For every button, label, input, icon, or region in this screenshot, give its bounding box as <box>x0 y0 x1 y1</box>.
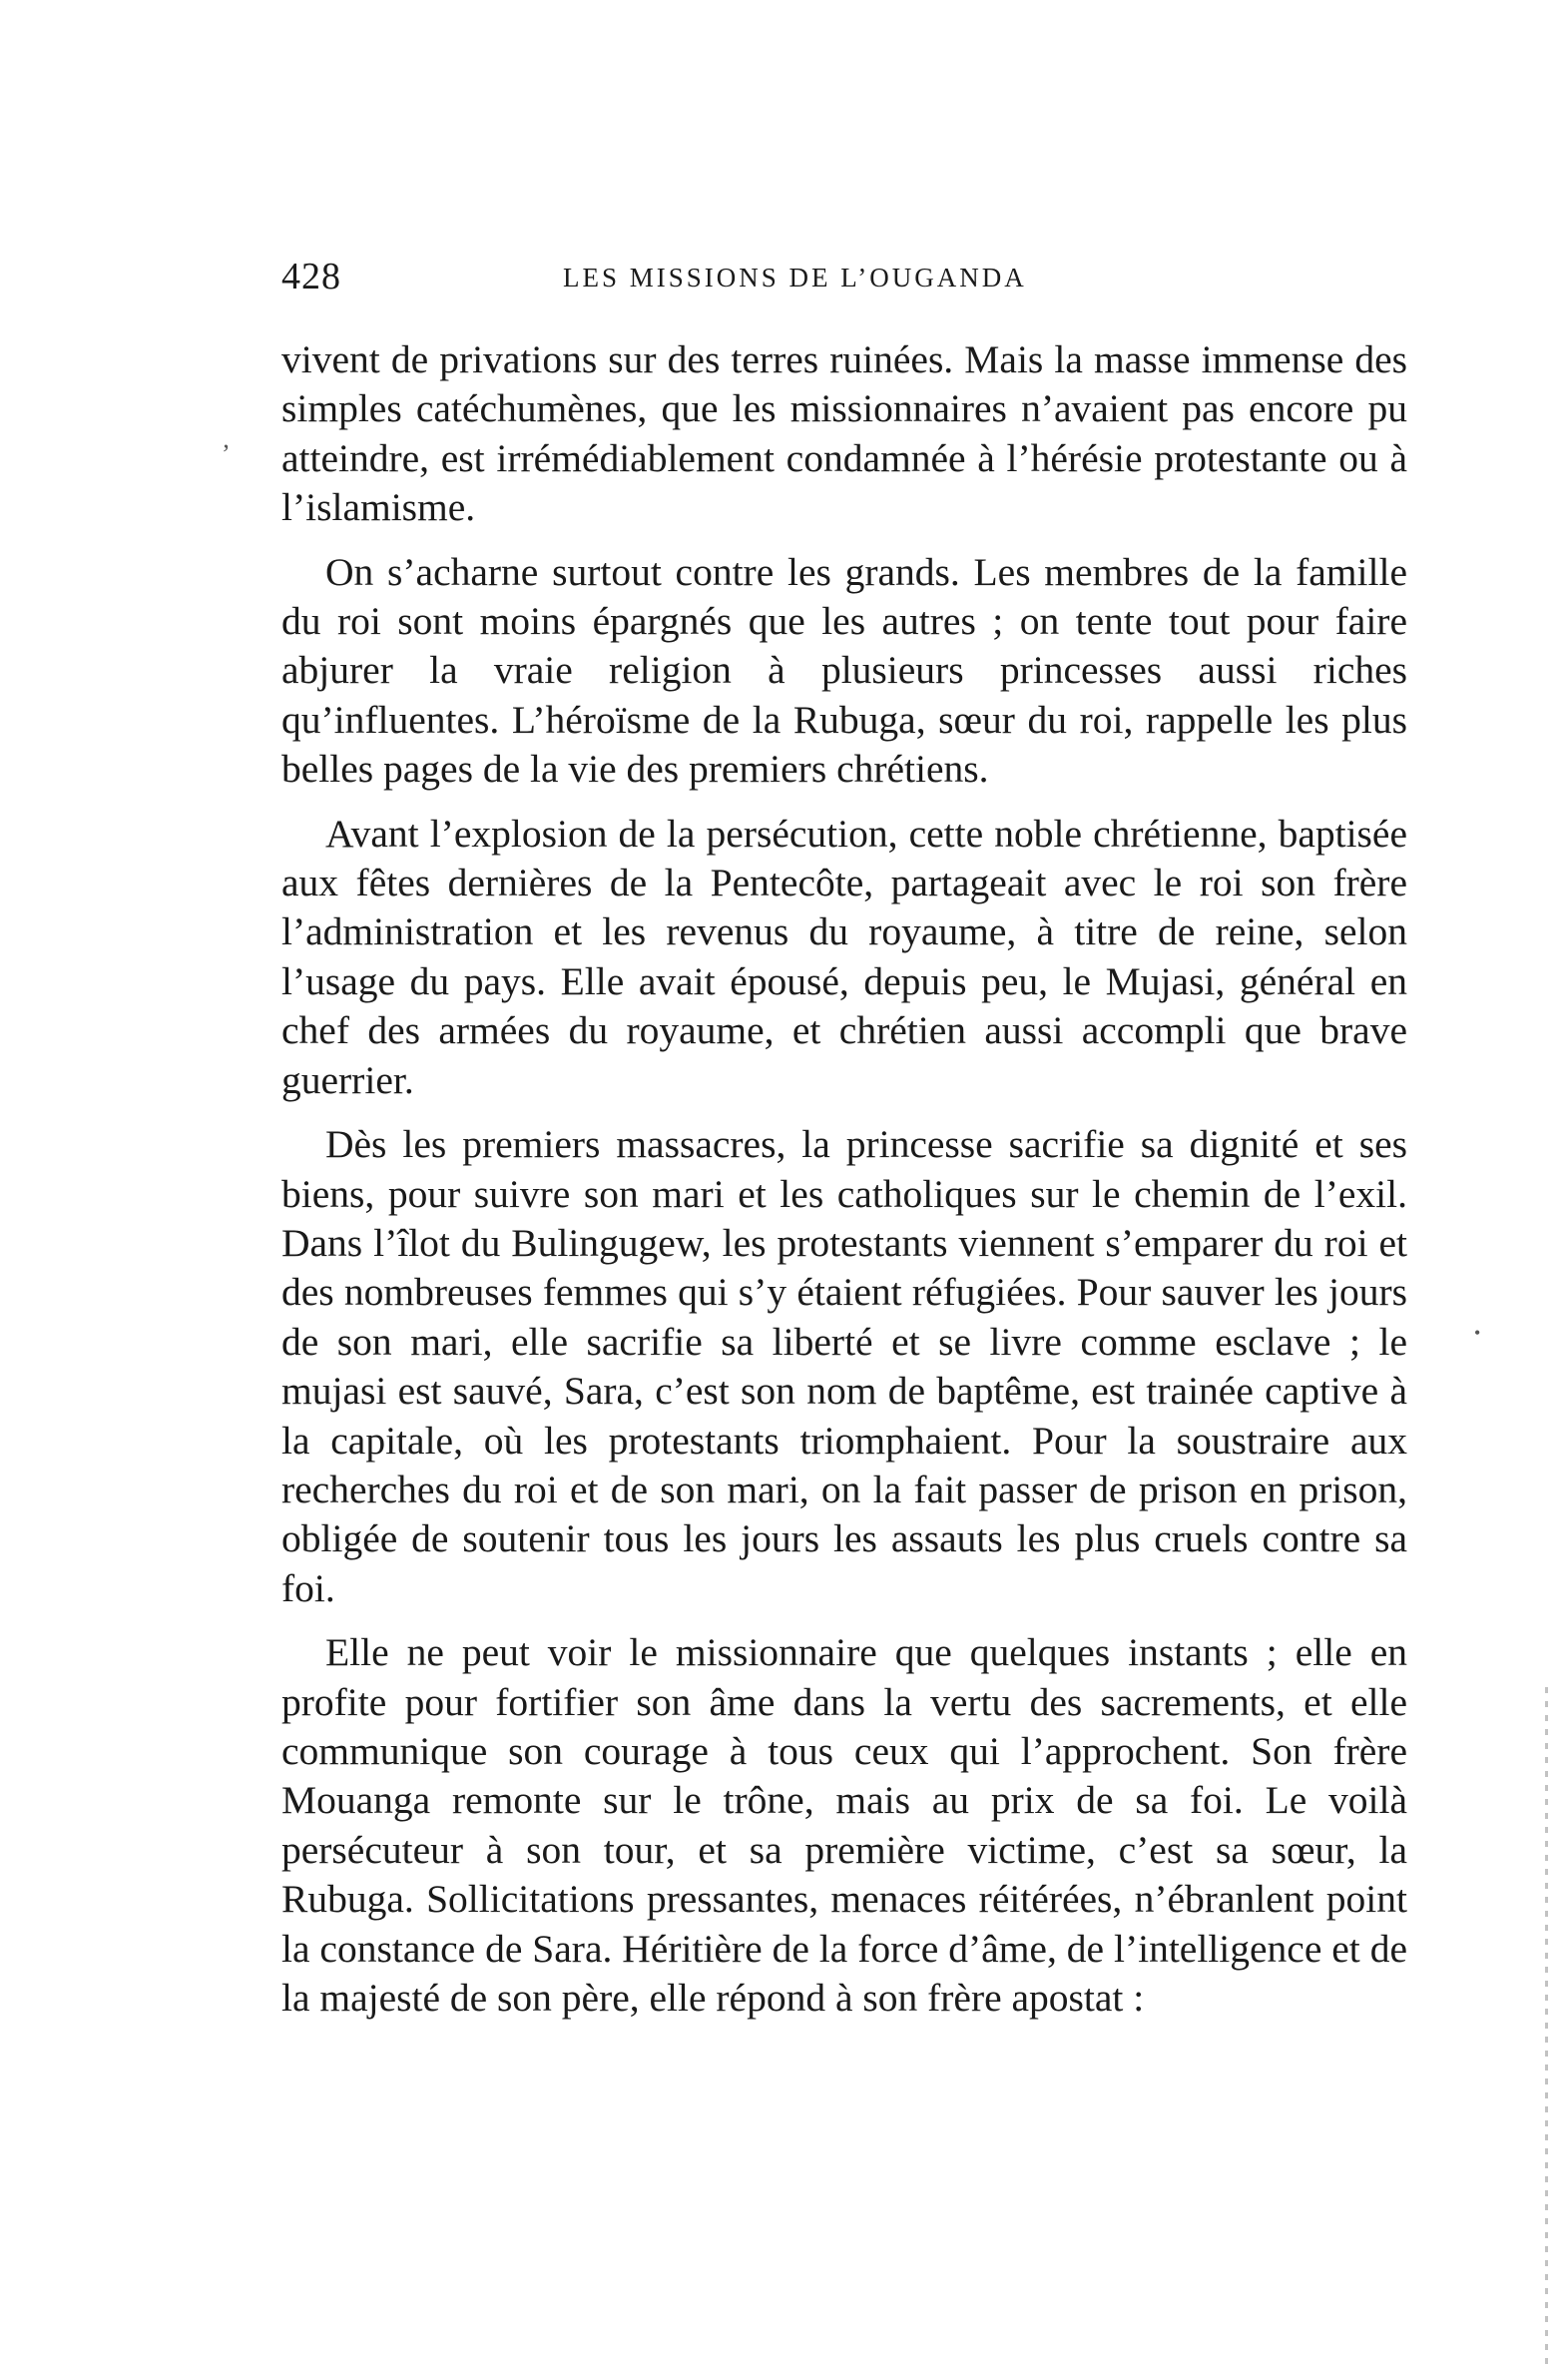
paragraph-4: Dès les premiers massacres, la princesse sacrifie sa dignité et ses biens, pour suivre son mari et les catholiques sur le chemin de l’exil. Dans l’îlot du Bulingugew, les protestants viennent s’emparer du roi et des nombreuses femmes qui s’y étaient réfugiées. Pour sauver les jours de son mari, elle sacrifie sa liberté et se livre comme esclave ; le mujasi est sauvé, Sara, c’est son nom de baptême, est trainée captive à la capitale, où les protestants triomphaient. Pour la soustraire aux recherches du roi et de son mari, on la fait passer de prison en prison, obligée de soutenir tous les jours les assauts les plus cruels contre sa foi. <box>281 1122 1407 1610</box>
running-title: LES MISSIONS DE L’OUGANDA <box>563 263 1027 293</box>
page-header <box>281 255 1409 304</box>
paragraph-1: vivent de privations sur des terres ruinées. Mais la masse immense des simples catéchumènes, que les missionnaires n’avaient pas encore pu atteindre, est irrémédiablement condamnée à l’hérésie protestante ou à l’islamisme. <box>281 337 1407 530</box>
margin-speck: ʼ <box>222 439 231 468</box>
binding-edge-shadow <box>1545 1687 1548 2366</box>
margin-dot: • <box>1474 1323 1481 1343</box>
paragraph-2: On s’acharne surtout contre les grands. Les membres de la famille du roi sont moins épargnés que les autres ; on tente tout pour faire abjurer la vraie religion à plusieurs princesses aussi riches qu’influentes. L’héroïsme de la Rubuga, sœur du roi, rappelle les plus belles pages de la vie des premiers chrétiens. <box>281 549 1407 792</box>
body-text <box>281 335 1407 2038</box>
paragraph-3: Avant l’explosion de la persécution, cette noble chrétienne, baptisée aux fêtes dernières de la Pentecôte, partageait avec le roi son frère l’administration et les revenus du royaume, à titre de reine, selon l’usage du pays. Elle avait épousé, depuis peu, le Mujasi, général en chef des armées du royaume, et chrétien aussi accompli que brave guerrier. <box>281 811 1407 1102</box>
paragraph-5: Elle ne peut voir le missionnaire que quelques instants ; elle en profite pour fortifier son âme dans la vertu des sacrements, et elle communique son courage à tous ceux qui l’approchent. Son frère Mouanga remonte sur le trône, mais au prix de sa foi. Le voilà persécuteur à son tour, et sa première victime, c’est sa sœur, la Rubuga. Sollicitations pressantes, menaces réitérées, n’ébranlent point la constance de Sara. Héritière de la force d’âme, de l’intelligence et de la majesté de son père, elle répond à son frère apostat : <box>281 1630 1407 2020</box>
page-number: 428 <box>281 256 341 297</box>
